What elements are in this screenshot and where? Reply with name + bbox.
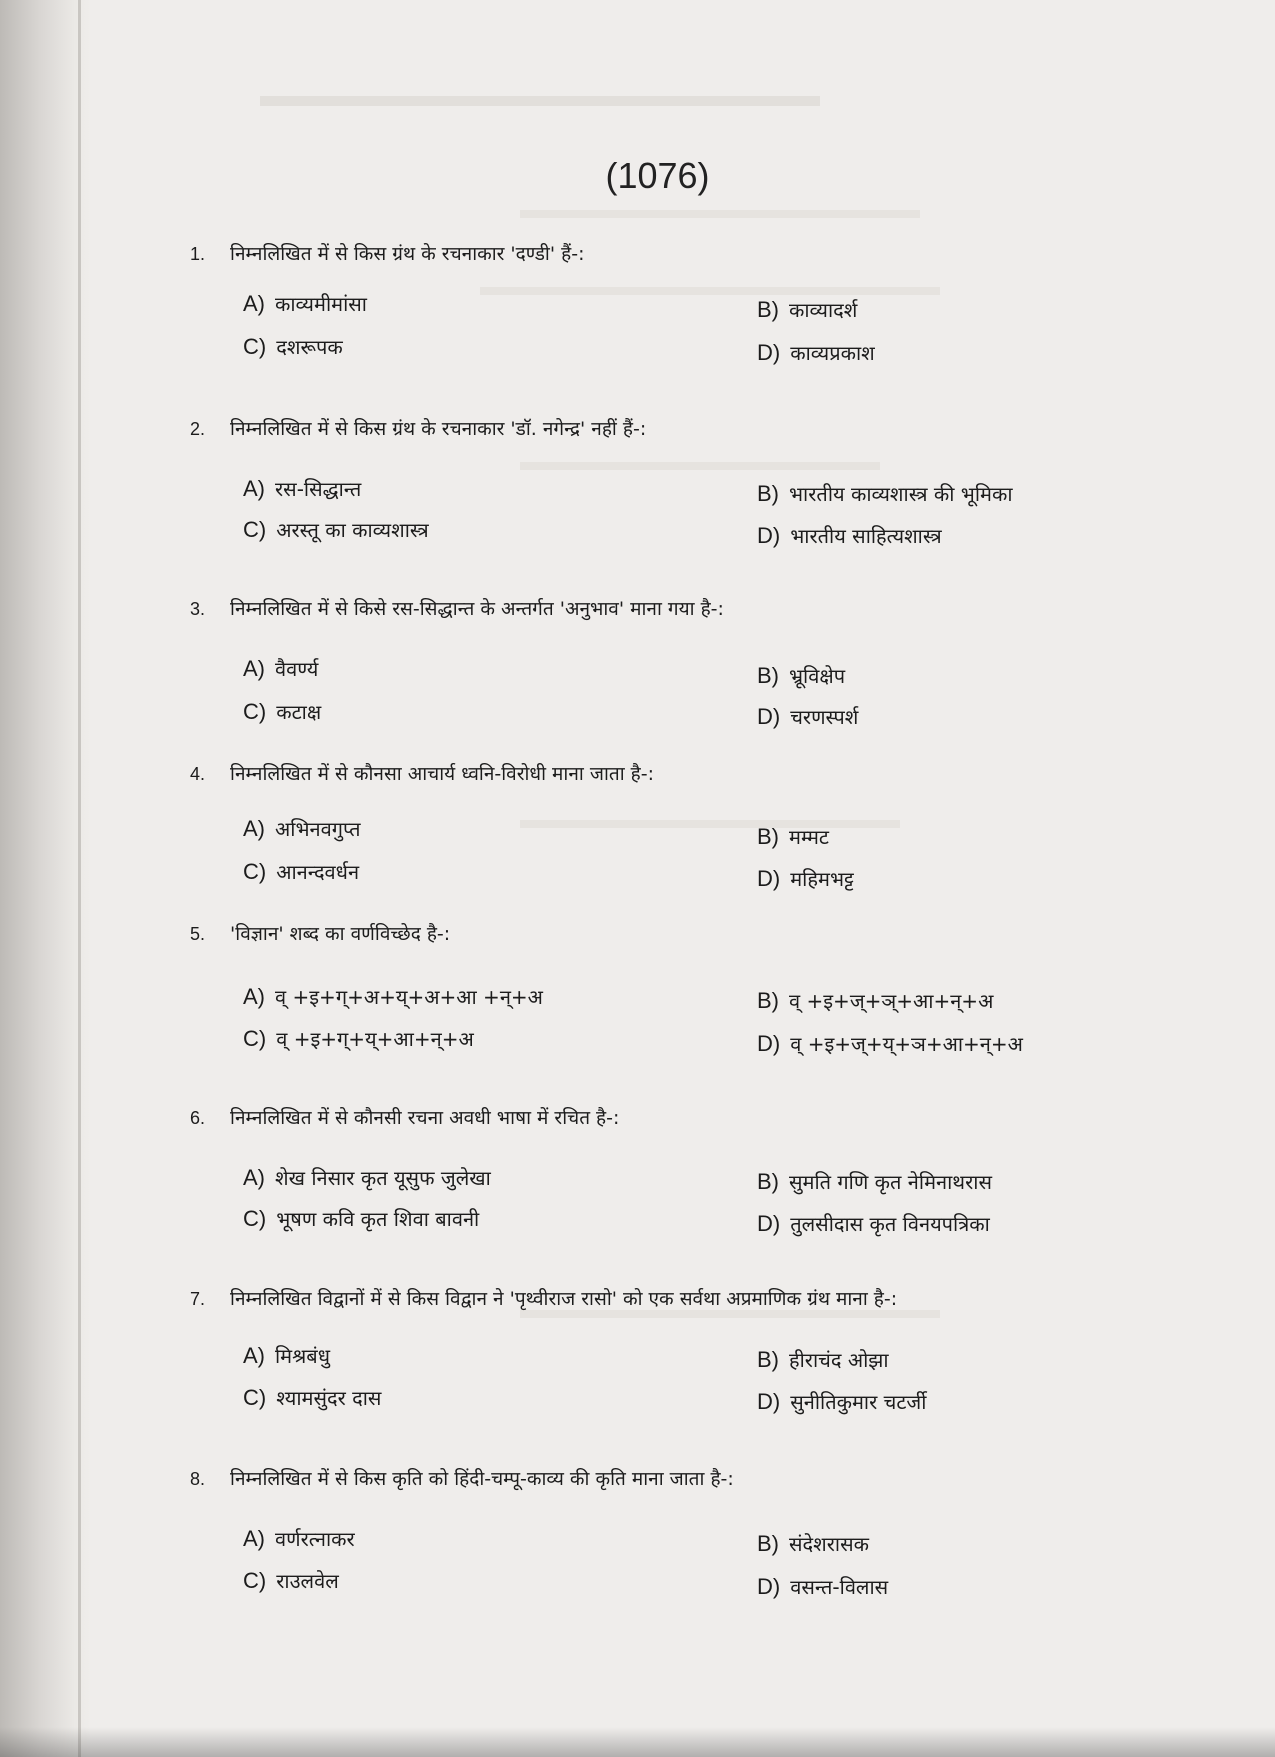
option-b: B) सुमति गणि कृत नेमिनाथरास (757, 1169, 992, 1194)
option-c: C) कटाक्ष (243, 699, 322, 724)
binding-edge (78, 0, 81, 1757)
option-b: B) हीराचंद ओझा (757, 1347, 889, 1372)
option-c: C) राउलवेल (243, 1568, 339, 1593)
binding-shadow (0, 0, 90, 1757)
question-number: 3. (190, 599, 206, 619)
option-c: C) व् +इ+ग्+य्+आ+न्+अ (243, 1026, 474, 1051)
question-8 (190, 1465, 734, 1491)
option-c: C) भूषण कवि कृत शिवा बावनी (243, 1206, 480, 1231)
option-b: B) व् +इ+ज्+ञ्+आ+न्+अ (757, 988, 994, 1013)
option-a: A) काव्यमीमांसा (243, 291, 367, 316)
bleed-through-mark (260, 96, 820, 106)
question-3 (190, 595, 724, 621)
bleed-through-mark (480, 287, 940, 295)
option-d: D) तुलसीदास कृत विनयपत्रिका (757, 1211, 990, 1236)
bleed-through-mark (520, 462, 880, 470)
question-2 (190, 415, 646, 441)
option-d: D) काव्यप्रकाश (757, 340, 875, 365)
question-number: 1. (190, 244, 206, 264)
question-text: 'विज्ञान' शब्द का वर्णविच्छेद है-: (230, 923, 451, 945)
bleed-through-mark (520, 1310, 940, 1318)
option-a: A) मिश्रबंधु (243, 1343, 331, 1368)
question-number: 8. (190, 1469, 206, 1489)
question-number: 6. (190, 1108, 206, 1128)
option-b: B) भारतीय काव्यशास्त्र की भूमिका (757, 481, 1013, 506)
option-b: B) संदेशरासक (757, 1531, 869, 1556)
question-number: 5. (190, 924, 206, 944)
option-b: B) मम्मट (757, 824, 829, 849)
option-d: D) व् +इ+ज्+य्+ञ+आ+न्+अ (757, 1031, 1023, 1056)
question-text: निम्नलिखित में से किस ग्रंथ के रचनाकार 'डॉ. नगेन्द्र' नहीं हैं-: (230, 418, 647, 440)
page-number: (1076) (605, 155, 710, 196)
question-4 (190, 760, 654, 786)
option-d: D) सुनीतिकुमार चटर्जी (757, 1389, 927, 1414)
question-text: निम्नलिखित में से कौनसी रचना अवधी भाषा में रचित है-: (230, 1107, 620, 1129)
option-a: A) वर्णरत्नाकर (243, 1526, 355, 1551)
option-c: C) श्यामसुंदर दास (243, 1385, 382, 1410)
question-number: 7. (190, 1289, 206, 1309)
option-c: C) आनन्दवर्धन (243, 859, 360, 884)
bleed-through-mark (520, 820, 900, 828)
option-d: D) महिमभट्ट (757, 866, 854, 891)
option-c: C) अरस्तू का काव्यशास्त्र (243, 517, 429, 542)
question-number: 2. (190, 419, 206, 439)
option-a: A) शेख निसार कृत यूसुफ जुलेखा (243, 1165, 491, 1190)
bleed-through-mark (520, 210, 920, 218)
question-6 (190, 1104, 619, 1130)
question-7 (190, 1285, 897, 1311)
question-text: निम्नलिखित विद्वानों में से किस विद्वान ने 'पृथ्वीराज रासो' को एक सर्वथा अप्रमाणिक ग्रंथ माना है-: (230, 1288, 898, 1310)
page-bottom-shadow (0, 1727, 1275, 1757)
option-b: B) भ्रूविक्षेप (757, 663, 846, 688)
question-5 (190, 920, 450, 946)
question-text: निम्नलिखित में से किस कृति को हिंदी-चम्पू-काव्य की कृति माना जाता है-: (230, 1468, 734, 1490)
option-a: A) वैवर्ण्य (243, 656, 319, 681)
option-a: A) अभिनवगुप्त (243, 816, 361, 841)
option-d: D) वसन्त-विलास (757, 1574, 889, 1599)
option-b: B) काव्यादर्श (757, 297, 858, 322)
question-text: निम्नलिखित में से किस ग्रंथ के रचनाकार 'दण्डी' हैं-: (230, 243, 585, 265)
question-number: 4. (190, 764, 206, 784)
option-d: D) चरणस्पर्श (757, 704, 859, 729)
option-d: D) भारतीय साहित्यशास्त्र (757, 523, 942, 548)
option-a: A) व् +इ+ग्+अ+य्+अ+आ +न्+अ (243, 984, 543, 1009)
question-text: निम्नलिखित में से कौनसा आचार्य ध्वनि-विरोधी माना जाता है-: (230, 763, 655, 785)
question-text: निम्नलिखित में से किसे रस-सिद्धान्त के अन्तर्गत 'अनुभाव' माना गया है-: (230, 598, 724, 620)
option-c: C) दशरूपक (243, 334, 343, 359)
question-1 (190, 240, 584, 266)
option-a: A) रस-सिद्धान्त (243, 476, 362, 501)
